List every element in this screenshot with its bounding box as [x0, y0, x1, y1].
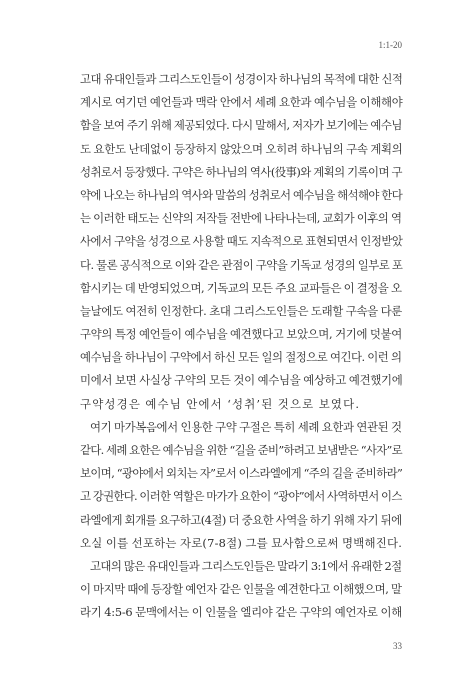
text-line: 보이며, “광야에서 외치는 자”로서 이스라엘에게 “주의 길을 준비하라”: [80, 466, 403, 481]
text-line: 함시키는 데 반영되었으며, 기독교의 모든 주요 교파들은 이 결정을 오: [80, 280, 402, 295]
page-number: 33: [393, 641, 402, 651]
text-line: 고 강권한다. 이러한 역할은 마가가 요한이 “광야”에서 사역하면서 이스: [80, 489, 402, 504]
text-line: 계시로 여기던 예언들과 맥락 안에서 세례 요한과 예수님을 이해해야: [80, 95, 403, 110]
text-line: 는 이러한 태도는 신약의 저작들 전반에 나타나는데, 교회가 이후의 역: [80, 211, 402, 226]
text-line: 다. 물론 공식적으로 이와 같은 관점이 구약을 기독교 성경의 일부로 포: [80, 257, 403, 272]
running-head: 1:1-20: [378, 40, 402, 50]
text-line: 약에 나오는 하나님의 역사와 말씀의 성취로서 예수님을 해석해야 한다: [80, 187, 403, 202]
text-line: 라기 4:5-6 문맥에서는 이 인물을 엘리야 같은 구약의 예언자로 이해: [80, 605, 402, 620]
text-line: 늘날에도 여전히 인정한다. 초대 그리스도인들은 도래할 구속을 다룬: [80, 303, 402, 318]
text-line: 고대의 많은 유대인들과 그리스도인들은 말라기 3:1에서 유래한 2절: [90, 558, 402, 573]
text-line: 구약의 특정 예언들이 예수님을 예견했다고 보았으며, 거기에 덧붙여: [80, 327, 402, 342]
text-line: 구약성경은 예수님 안에서 ‘성취’된 것으로 보였다.: [80, 396, 361, 411]
text-line: 오실 이를 선포하는 자로(7-8절) 그를 묘사함으로써 명백해진다.: [80, 535, 403, 550]
text-line: 미에서 보면 사실상 구약의 모든 것이 예수님을 예상하고 예견했기에: [80, 373, 403, 388]
text-line: 성취로서 등장했다. 구약은 하나님의 역사(役事)와 계획의 기록이며 구: [80, 164, 402, 179]
text-line: 사에서 구약을 성경으로 사용할 때도 지속적으로 표현되면서 인정받았: [80, 234, 403, 249]
text-line: 도 요한도 난데없이 등장하지 않았으며 오히려 하나님의 구속 계획의: [80, 141, 403, 156]
text-line: 같다. 세례 요한은 예수님을 위한 “길을 준비”하려고 보냄받은 “사자”로: [80, 443, 402, 457]
text-line: 고대 유대인들과 그리스도인들이 성경이자 하나님의 목적에 대한 신적: [80, 72, 403, 86]
text-line: 예수님을 하나님이 구약에서 하신 모든 일의 절정으로 여긴다. 이런 의: [80, 350, 402, 365]
text-line: 여기 마가복음에서 인용한 구약 구절은 특히 세례 요한과 연관된 것: [90, 419, 402, 434]
text-line: 함을 보여 주기 위해 제공되었다. 다시 말해서, 저자가 보기에는 예수님: [80, 118, 402, 133]
text-line: 라엘에게 회개를 요구하고(4절) 더 중요한 사역을 하기 위해 자기 뒤에: [80, 512, 402, 527]
text-line: 이 마지막 때에 등장할 예언자 같은 인물을 예견한다고 이해했으며, 말: [80, 582, 402, 597]
body-text: [80, 68, 402, 625]
